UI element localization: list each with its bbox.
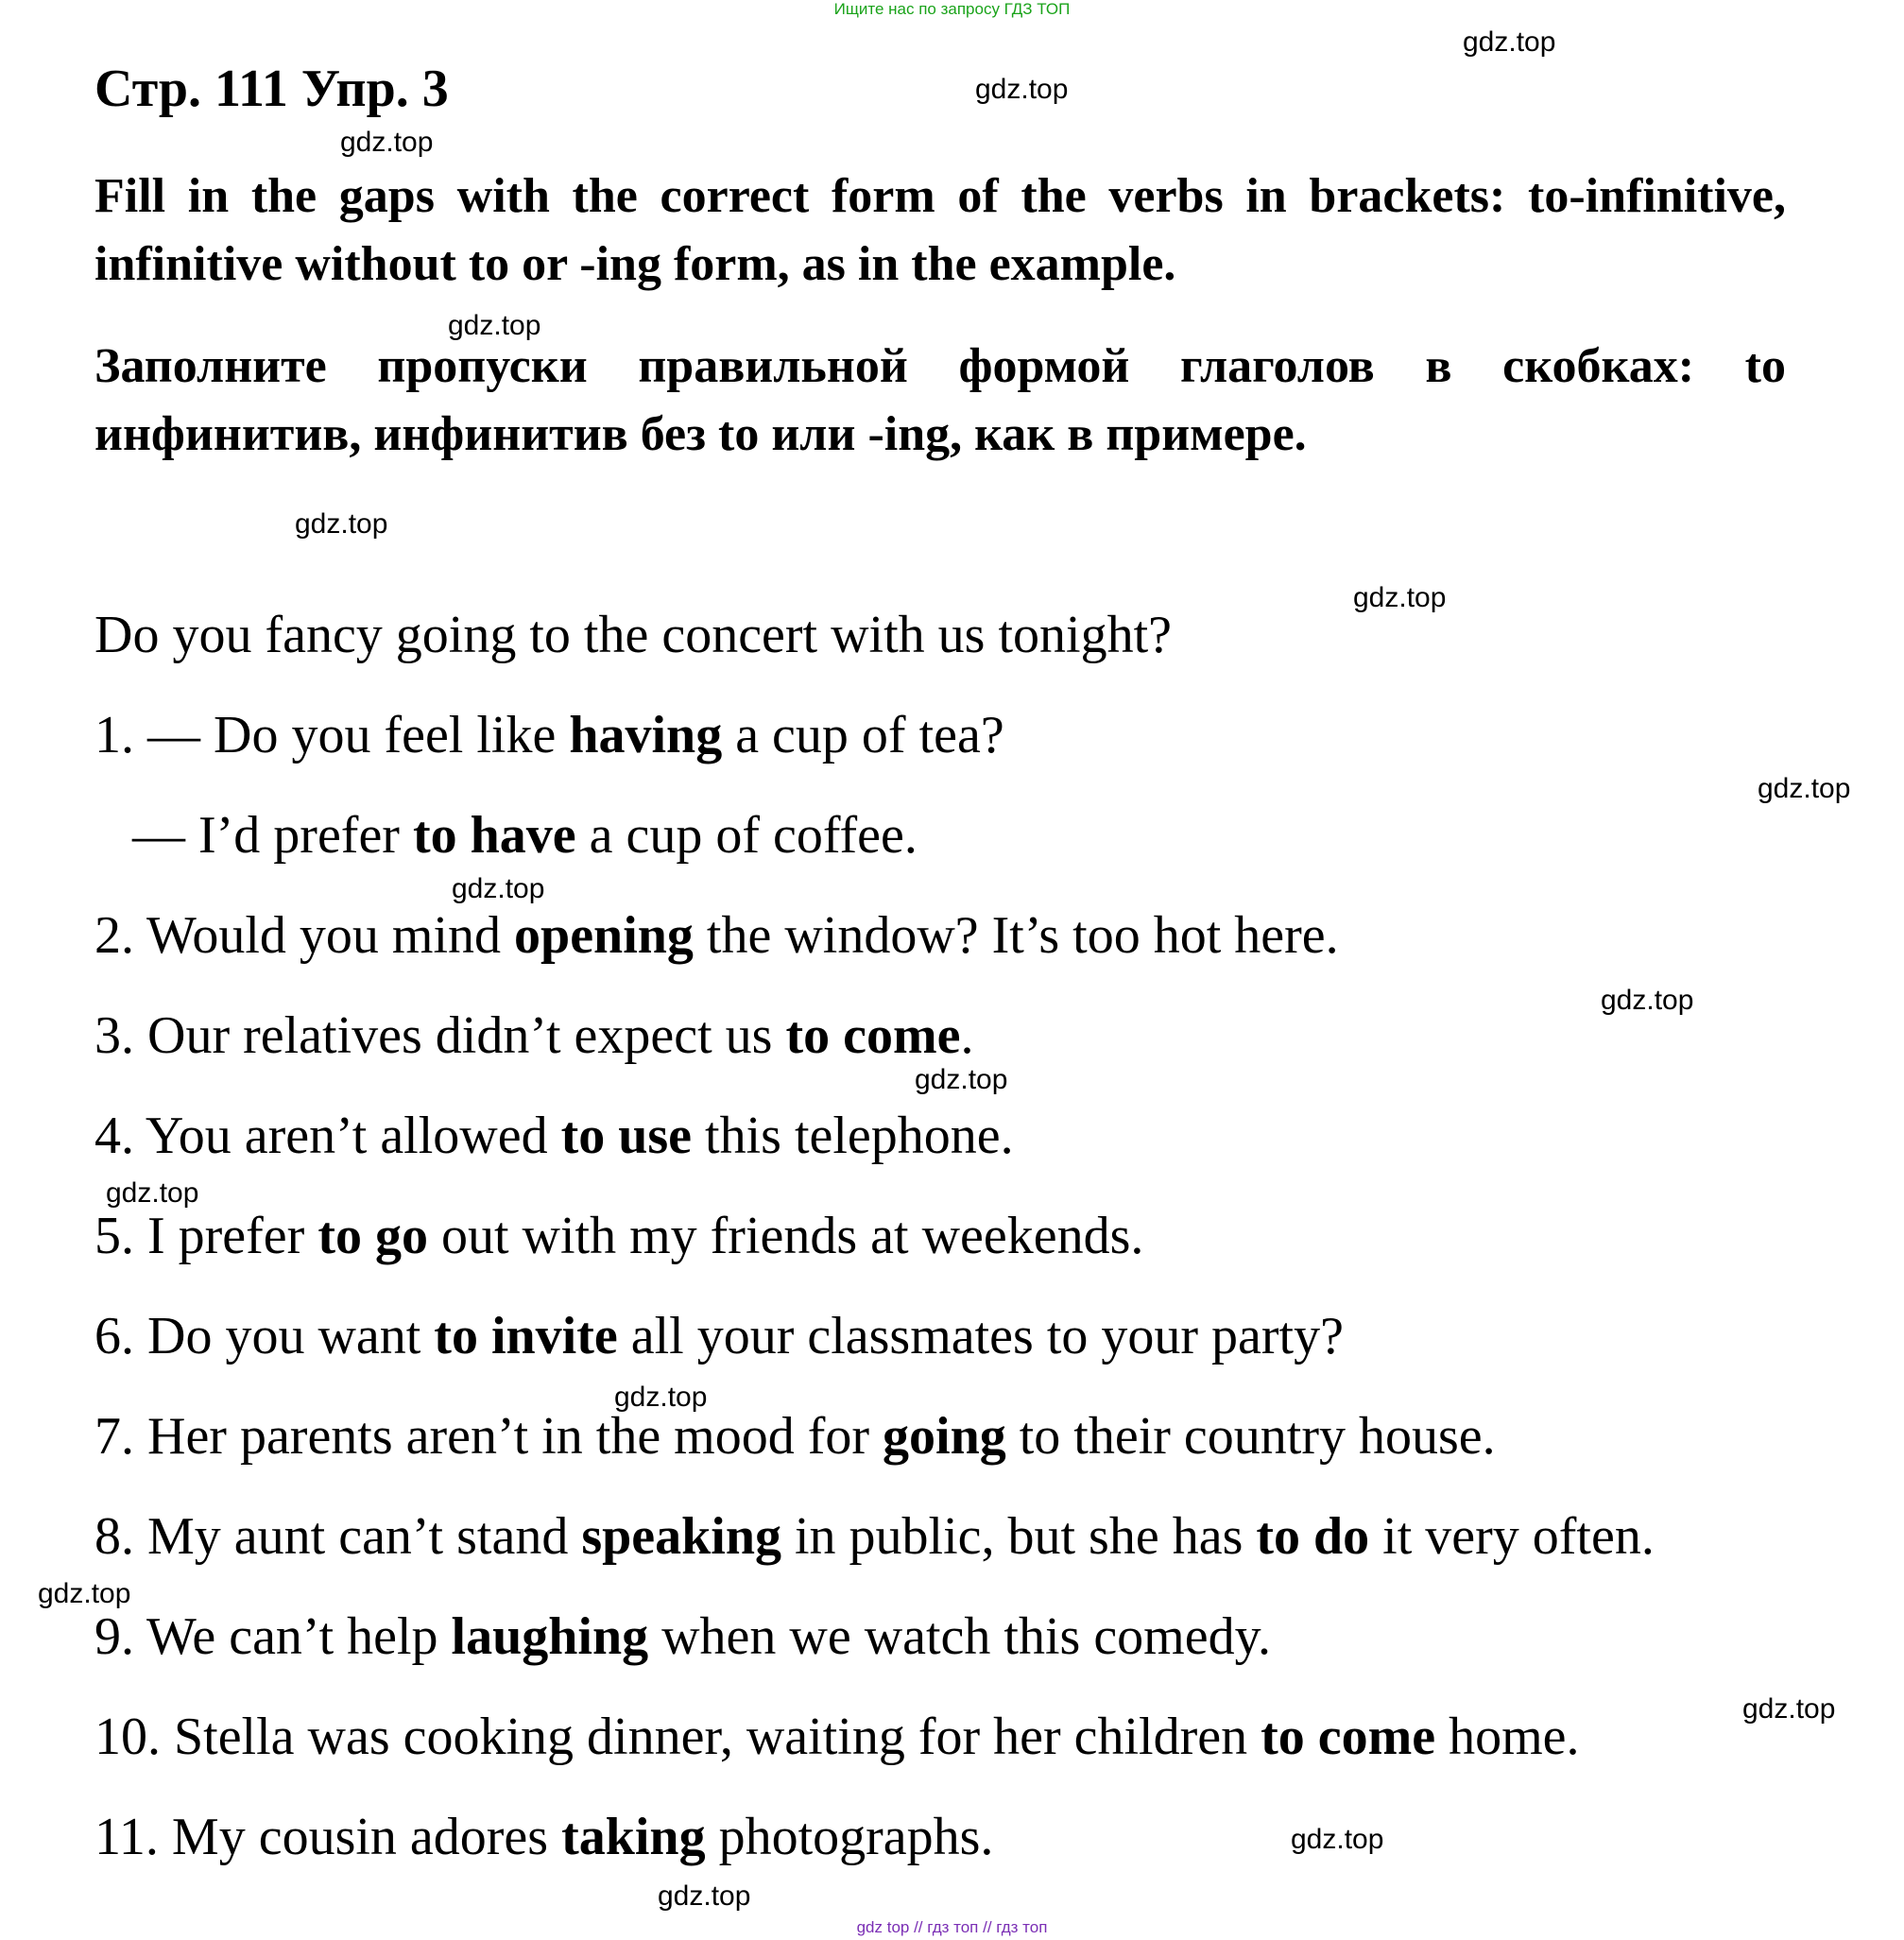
item-text: photographs. [705, 1808, 994, 1866]
item-text: 9. We can’t help [94, 1607, 452, 1666]
watermark: gdz.top [1291, 1824, 1384, 1855]
watermark: gdz.top [295, 508, 388, 540]
page-title: Стр. 111 Упр. 3 [94, 60, 449, 118]
item-text: it very often. [1369, 1507, 1655, 1566]
item-text: 2. Would you mind [94, 906, 515, 965]
item-text: home. [1435, 1708, 1580, 1766]
watermark: gdz.top [38, 1578, 131, 1609]
item-text: 5. I prefer [94, 1207, 318, 1265]
item-text: out with my friends at weekends. [427, 1207, 1144, 1265]
exercise-item-2 [94, 905, 1339, 966]
watermark: gdz.top [1463, 26, 1556, 58]
item-text: when we watch this comedy. [648, 1607, 1271, 1666]
item-text: a cup of tea? [722, 706, 1004, 764]
item-text: 6. Do you want [94, 1307, 435, 1365]
exercise-item-9 [94, 1606, 1271, 1667]
instruction-russian: Заполните пропуски правильной формой глаголов в скобках: to инфинитив, инфинитив без to или -ing, как в примере. [94, 339, 1786, 461]
item-answer: speaking [581, 1507, 781, 1566]
item-answer: to come [785, 1006, 961, 1065]
item-answer: to invite [434, 1307, 618, 1365]
item-text: in public, but she has [780, 1507, 1257, 1566]
item-text: 8. My aunt can’t stand [94, 1507, 582, 1566]
item-text: 11. My cousin adores [94, 1808, 562, 1866]
item-text: 7. Her parents aren’t in the mood for [94, 1407, 883, 1466]
item-text: the window? It’s too hot here. [693, 906, 1339, 965]
watermark: gdz.top [340, 127, 434, 158]
item-answer: to use [560, 1107, 693, 1165]
exercise-item-1b [132, 805, 918, 866]
item-answer: taking [561, 1808, 706, 1866]
item-answer: to come [1261, 1708, 1436, 1766]
item-text: this telephone. [692, 1107, 1014, 1165]
item-answer: opening [514, 906, 694, 965]
exercise-item-10 [94, 1707, 1580, 1767]
watermark: gdz.top [614, 1382, 708, 1413]
watermark: gdz.top [915, 1064, 1008, 1095]
watermark: gdz.top [1742, 1693, 1836, 1725]
top-banner[interactable]: Ищите нас по запросу ГДЗ ТОП [833, 0, 1071, 18]
watermark: gdz.top [975, 74, 1069, 105]
item-text: all your classmates to your party? [617, 1307, 1344, 1365]
watermark: gdz.top [1353, 582, 1447, 613]
item-text: 4. You aren’t allowed [94, 1107, 561, 1165]
item-text: 3. Our relatives didn’t expect us [94, 1006, 786, 1065]
item-text: 10. Stella was cooking dinner, waiting for her children [94, 1708, 1261, 1766]
exercise-item-1a [94, 705, 1004, 765]
watermark: gdz.top [448, 310, 541, 341]
exercise-item-7 [94, 1406, 1496, 1467]
item-text: a cup of coffee. [575, 806, 918, 865]
item-answer: having [569, 706, 723, 764]
watermark: gdz.top [658, 1880, 751, 1912]
exercise-item-8 [94, 1506, 1655, 1567]
item-answer: to go [317, 1207, 428, 1265]
item-text: . [960, 1006, 974, 1065]
item-answer: going [883, 1407, 1006, 1466]
item-answer: to do [1256, 1507, 1370, 1566]
watermark: gdz.top [452, 873, 545, 904]
bottom-banner[interactable]: gdz top // гдз топ // гдз топ [856, 1918, 1048, 1936]
watermark: gdz.top [1758, 773, 1851, 804]
item-text: — I’d prefer [132, 806, 413, 865]
example-sentence: Do you fancy going to the concert with us tonight? [94, 606, 1172, 664]
item-answer: laughing [451, 1607, 649, 1666]
exercise-item-3 [94, 1005, 973, 1066]
watermark: gdz.top [106, 1177, 199, 1209]
exercise-item-6 [94, 1306, 1344, 1366]
exercise-item-5 [94, 1206, 1143, 1266]
item-answer: to have [412, 806, 576, 865]
exercise-item-11 [94, 1807, 993, 1867]
instruction-english: Fill in the gaps with the correct form of the verbs in brackets: to-infinitive, infinitive without to or -ing form, as in the example. [94, 169, 1786, 291]
item-text: 1. — Do you feel like [94, 706, 570, 764]
item-text: to their country house. [1005, 1407, 1496, 1466]
exercise-item-4 [94, 1106, 1014, 1166]
watermark: gdz.top [1601, 985, 1694, 1016]
